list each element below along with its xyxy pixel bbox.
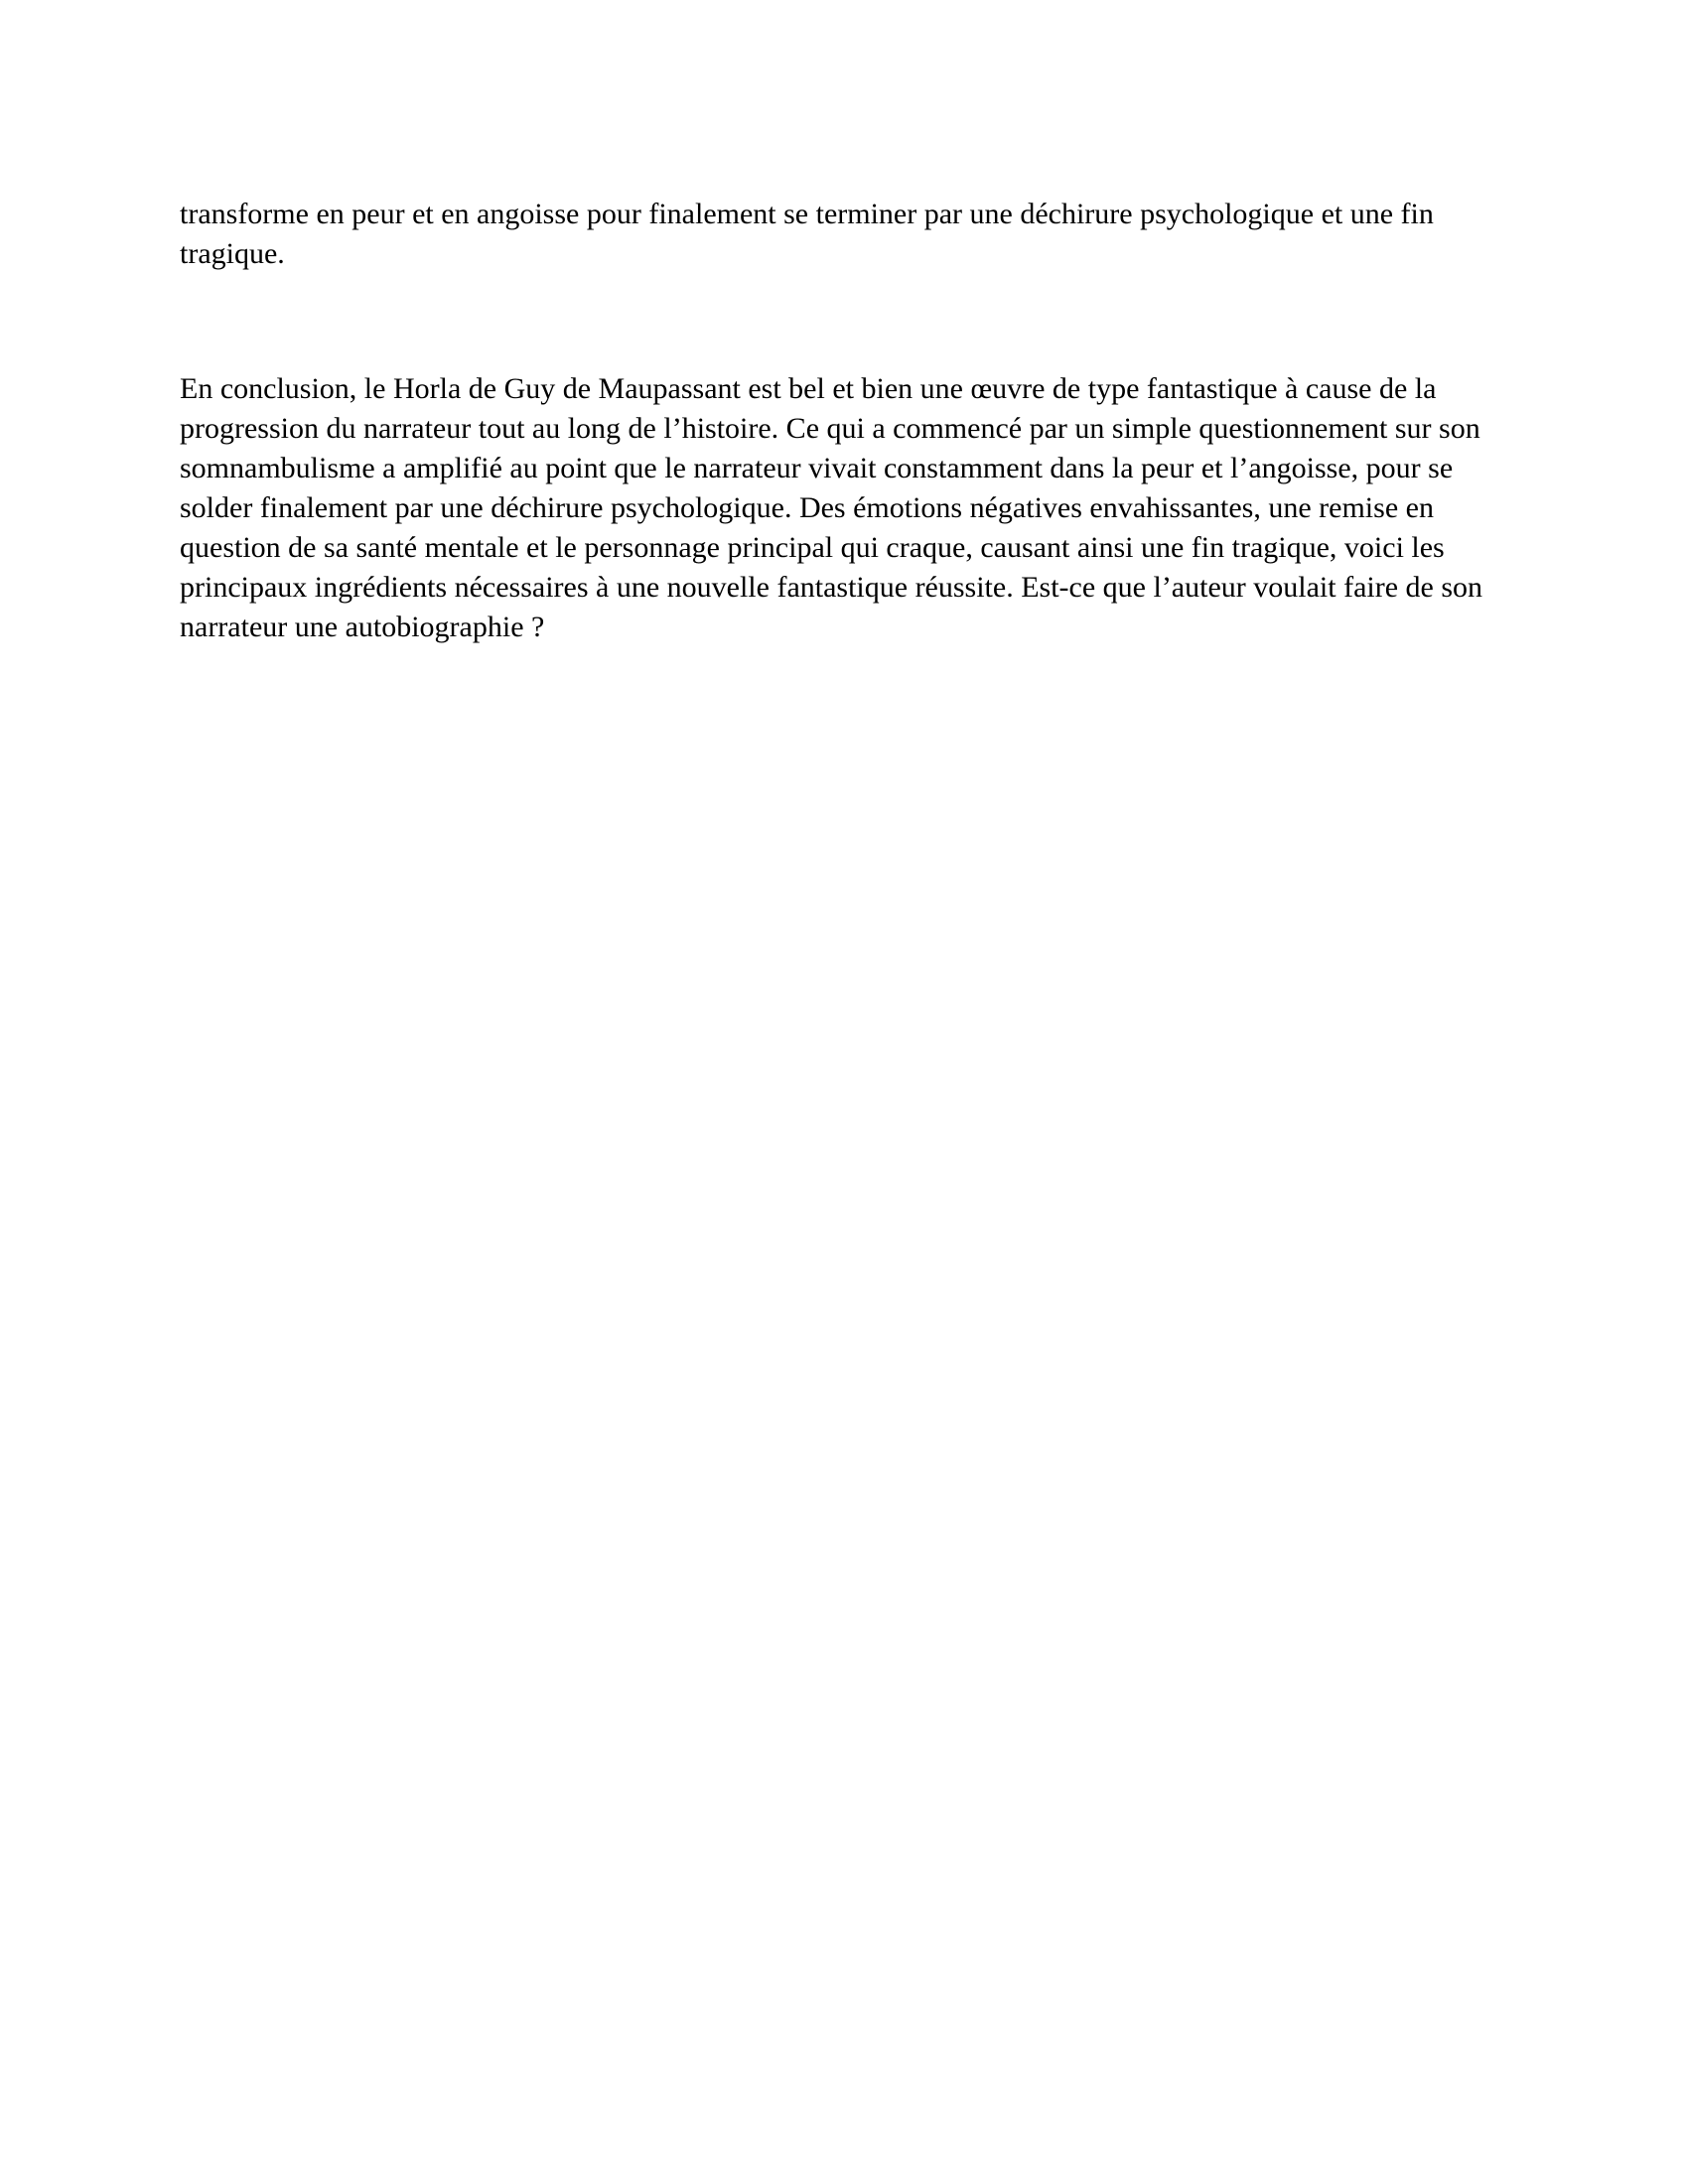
text-line: narrateur une autobiographie ? bbox=[180, 611, 545, 643]
text-line: transforme en peur et en angoisse pour finalement se terminer par une déchirure psychologique et une fin bbox=[180, 198, 1434, 230]
paragraph-continuation bbox=[180, 195, 1520, 274]
text-line: somnambulisme a amplifié au point que le narrateur vivait constamment dans la peur et l’angoisse, pour se bbox=[180, 452, 1454, 484]
text-line: En conclusion, le Horla de Guy de Maupassant est bel et bien une œuvre de type fantastique à cause de la bbox=[180, 372, 1437, 405]
text-line: tragique. bbox=[180, 237, 285, 270]
text-line: progression du narrateur tout au long de l’histoire. Ce qui a commencé par un simple questionnement sur son bbox=[180, 412, 1480, 445]
paragraph-conclusion bbox=[180, 369, 1520, 647]
text-line: principaux ingrédients nécessaires à une nouvelle fantastique réussite. Est-ce que l’auteur voulait faire de son bbox=[180, 571, 1483, 604]
text-line: question de sa santé mentale et le personnage principal qui craque, causant ainsi une fin tragique, voici les bbox=[180, 531, 1445, 564]
text-line: solder finalement par une déchirure psychologique. Des émotions négatives envahissantes, une remise en bbox=[180, 491, 1434, 524]
